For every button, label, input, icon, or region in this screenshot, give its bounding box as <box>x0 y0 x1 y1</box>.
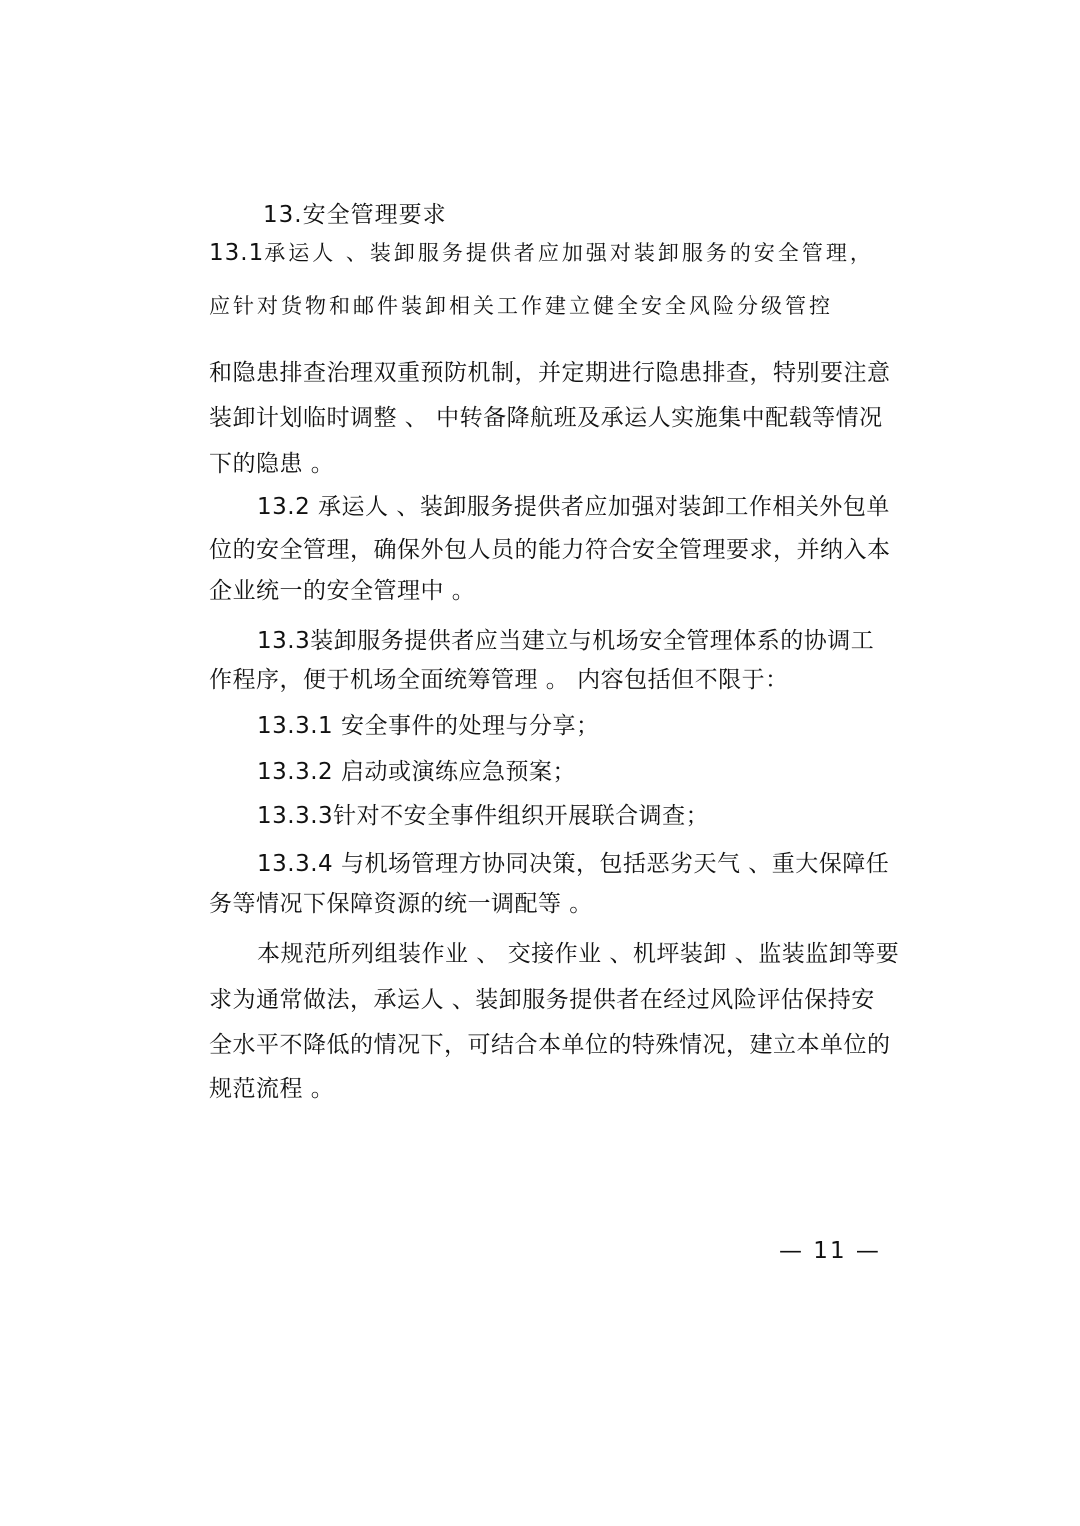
section-number-13-1: 13.1 <box>209 240 265 266</box>
paragraph-13-2-line-3: 企业统一的安全管理中 。 <box>209 578 476 604</box>
list-item-13-3-4-line-2: 务等情况下保障资源的统一调配等 。 <box>209 891 593 917</box>
list-item-13-3-4-line-1: 13.3.4 与机场管理方协同决策，包括恶劣天气 、重大保障任 <box>257 851 890 877</box>
paragraph-13-2-line-2: 位的安全管理，确保外包人员的能力符合安全管理要求，并纳入本 <box>209 537 891 563</box>
closing-paragraph-line-1: 本规范所列组装作业 、 交接作业 、机坪装卸 、监装监卸等要 <box>257 941 900 967</box>
paragraph-13-2-line-1: 13.2 承运人 、装卸服务提供者应加强对装卸工作相关外包单 <box>257 494 890 520</box>
paragraph-13-1-line-5: 下的隐患 。 <box>209 451 335 477</box>
paragraph-13-1-line-2: 应针对货物和邮件装卸相关工作建立健全安全风险分级管控 <box>209 294 833 318</box>
list-item-13-3-1: 13.3.1 安全事件的处理与分享； <box>257 713 600 739</box>
closing-paragraph-line-4: 规范流程 。 <box>209 1076 335 1102</box>
closing-paragraph-line-2: 求为通常做法，承运人 、装卸服务提供者在经过风险评估保持安 <box>209 987 875 1013</box>
paragraph-13-1-line-4: 装卸计划临时调整 、 中转备降航班及承运人实施集中配载等情况 <box>209 405 883 431</box>
paragraph-13-1-line-1-text: 承运人 、装卸服务提供者应加强对装卸服务的安全管理， <box>264 241 874 265</box>
section-heading: 13.安全管理要求 <box>263 202 447 228</box>
list-item-13-3-2: 13.3.2 启动或演练应急预案； <box>257 759 576 785</box>
list-item-13-3-3: 13.3.3针对不安全事件组织开展联合调查； <box>257 803 710 829</box>
paragraph-13-3-line-2: 作程序，便于机场全面统筹管理 。 内容包括但不限于： <box>209 667 789 693</box>
paragraph-13-1-line-1 <box>209 238 874 268</box>
closing-paragraph-line-3: 全水平不降低的情况下，可结合本单位的特殊情况，建立本单位的 <box>209 1032 891 1058</box>
paragraph-13-3-line-1: 13.3装卸服务提供者应当建立与机场安全管理体系的协调工 <box>257 628 875 654</box>
paragraph-13-1-line-3: 和隐患排查治理双重预防机制，并定期进行隐患排查，特别要注意 <box>209 360 891 386</box>
page-number: — 11 — <box>779 1238 881 1264</box>
